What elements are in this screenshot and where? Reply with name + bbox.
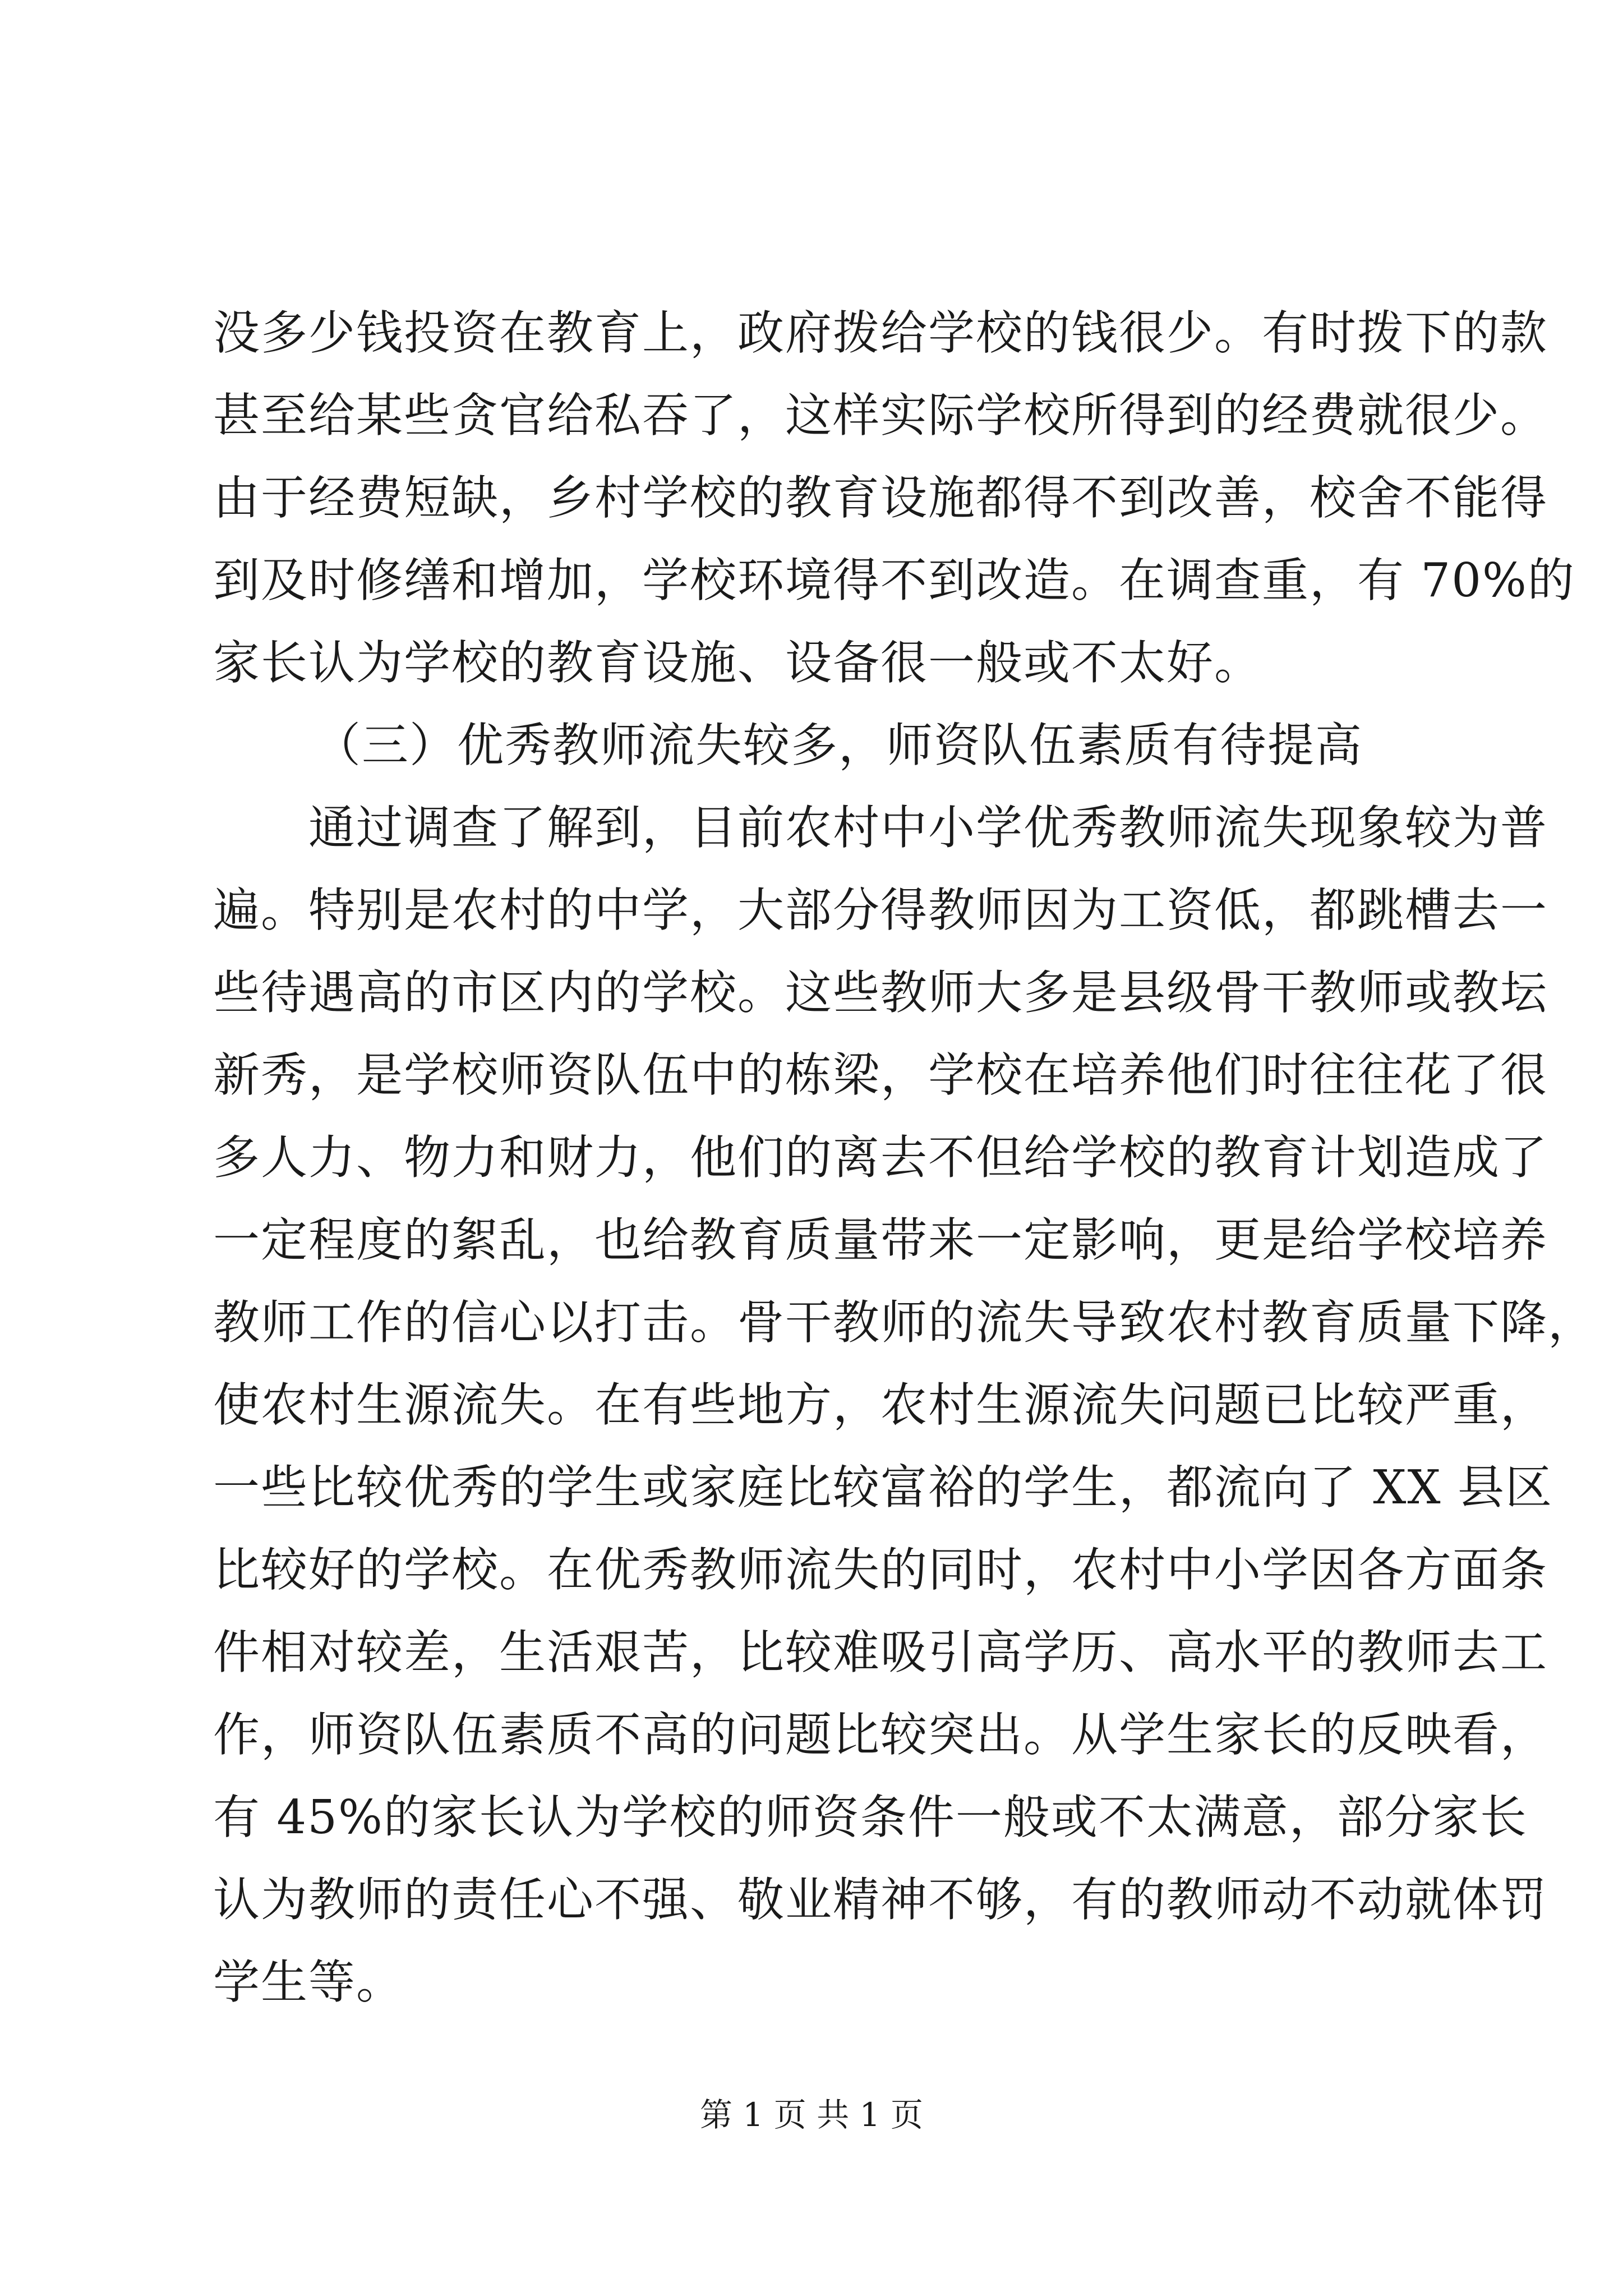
text-line: 新秀，是学校师资队伍中的栋梁，学校在培养他们时往往花了很 [213,1048,1548,1102]
text-line: 教师工作的信心以打击。骨干教师的流失导致农村教育质量下降， [213,1295,1596,1350]
text-line: 件相对较差，生活艰苦，比较难吸引高学历、高水平的教师去工 [213,1625,1548,1680]
text-line: 认为教师的责任心不强、敬业精神不够，有的教师动不动就体罚 [213,1872,1548,1927]
text-line: 没多少钱投资在教育上，政府拨给学校的钱很少。有时拨下的款 [213,306,1548,360]
text-line: 作，师资队伍素质不高的问题比较突出。从学生家长的反映看， [213,1708,1548,1762]
text-line: 些待遇高的市区内的学校。这些教师大多是县级骨干教师或教坛 [213,965,1548,1020]
text-line: 多人力、物力和财力，他们的离去不但给学校的教育计划造成了 [213,1130,1548,1185]
text-line: 甚至给某些贪官给私吞了，这样实际学校所得到的经费就很少。 [213,388,1548,443]
text-line: 一定程度的絮乱，也给教育质量带来一定影响，更是给学校培养 [213,1213,1548,1267]
text-line: 通过调查了解到，目前农村中小学优秀教师流失现象较为普 [308,800,1548,855]
page-number-footer: 第 1 页 共 1 页 [700,2096,923,2134]
text-line: 到及时修缮和增加，学校环境得不到改造。在调查重，有 70%的 [213,553,1575,608]
text-line: 有 45%的家长认为学校的师资条件一般或不太满意，部分家长 [213,1790,1528,1844]
text-line: 由于经费短缺，乡村学校的教育设施都得不到改善，校舍不能得 [213,471,1548,525]
text-line: 学生等。 [213,1955,404,2009]
section-heading: （三）优秀教师流失较多，师资队伍素质有待提高 [314,718,1363,772]
text-line: 遍。特别是农村的中学，大部分得教师因为工资低，都跳槽去一 [213,883,1548,937]
text-line: 家长认为学校的教育设施、设备很一般或不太好。 [213,636,1262,690]
text-line: 比较好的学校。在优秀教师流失的同时，农村中小学因各方面条 [213,1543,1548,1597]
text-line: 一些比较优秀的学生或家庭比较富裕的学生，都流向了 XX 县区 [213,1460,1553,1515]
text-line: 使农村生源流失。在有些地方，农村生源流失问题已比较严重， [213,1378,1548,1432]
